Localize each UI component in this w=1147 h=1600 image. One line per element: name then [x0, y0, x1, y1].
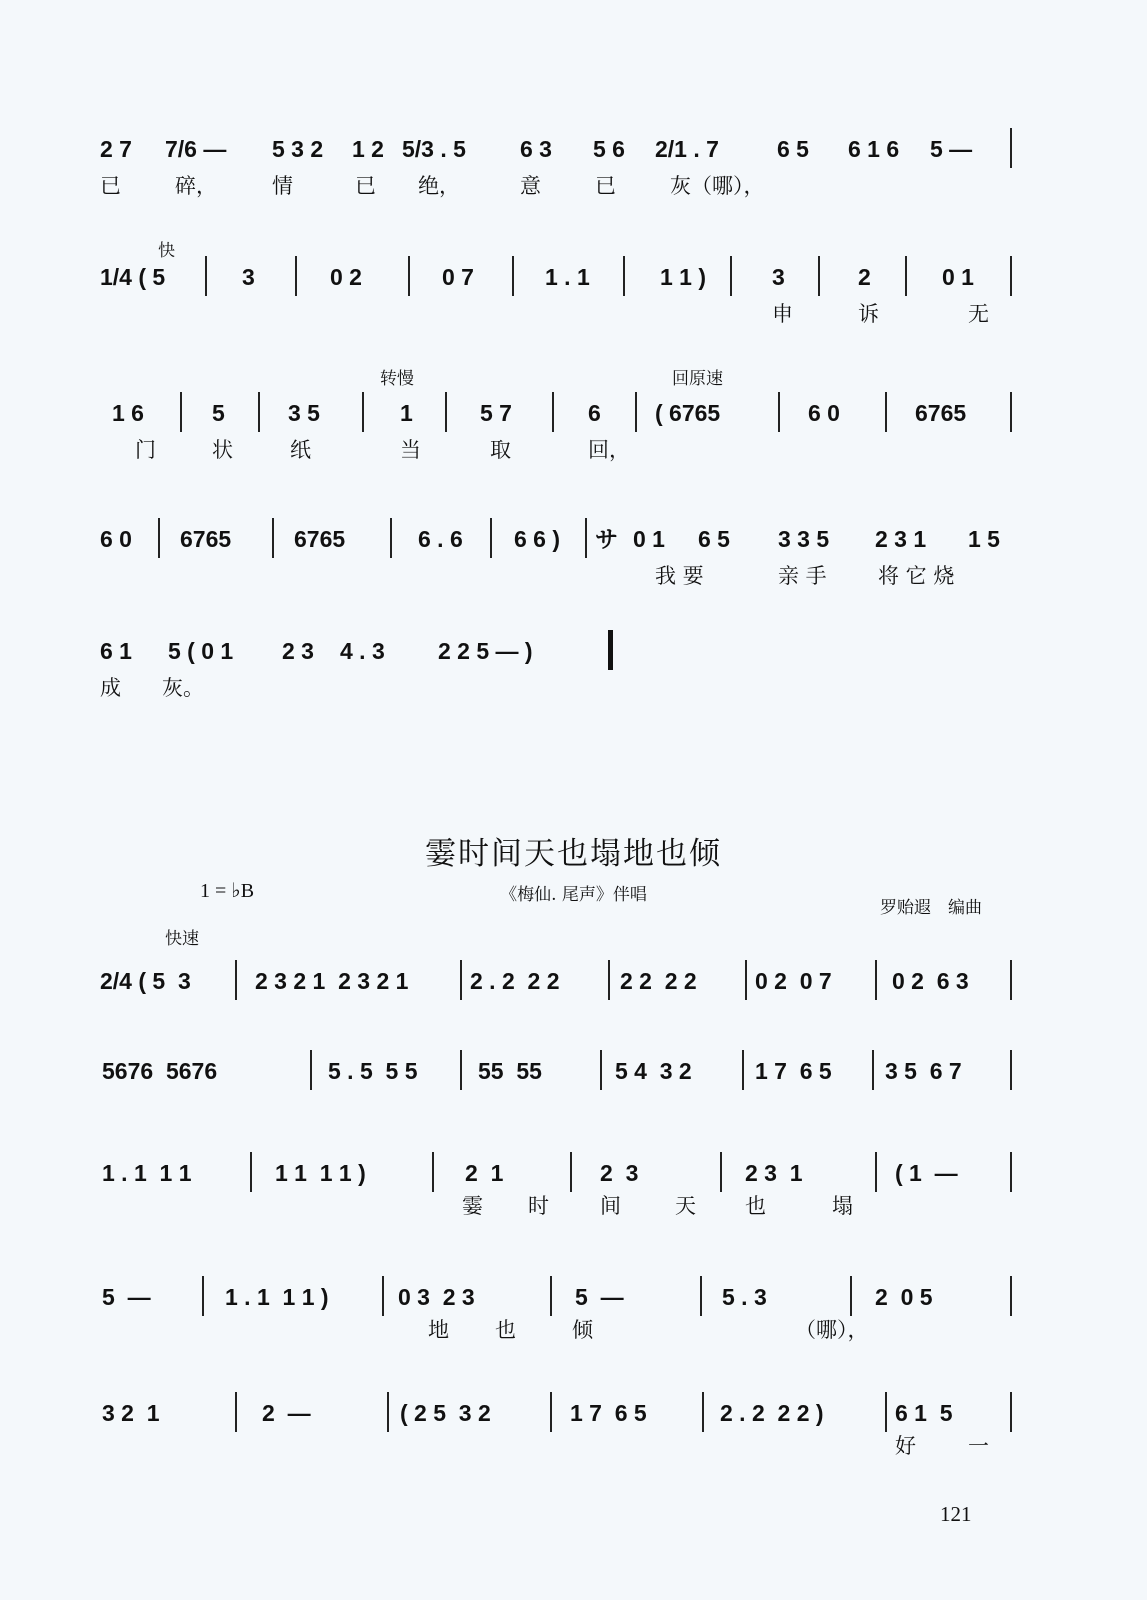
barline [408, 256, 410, 296]
note-group: 0 7 [442, 264, 474, 290]
barline [1010, 960, 1012, 1000]
note-group: 6765 [294, 526, 346, 552]
lyric: 门 [135, 438, 156, 462]
note-group: 1 . 1 1 1 [102, 1160, 192, 1186]
note-group: 1 5 [968, 526, 1000, 552]
note-group: 1/4 ( 5 [100, 264, 166, 290]
barline [1010, 1152, 1012, 1192]
note-group: 5 4 3 2 [615, 1058, 692, 1084]
note-group: 0 2 6 3 [892, 968, 969, 994]
lyric: 灰。 [162, 676, 204, 700]
note-group: 55 55 [478, 1058, 542, 1084]
note-group: 6 5 [777, 136, 809, 162]
lyric: 亲 手 [778, 564, 827, 588]
lyric: 地 [428, 1318, 449, 1342]
barline [850, 1276, 852, 1316]
note-group: 2 . 2 2 2 [470, 968, 560, 994]
lyric: （哪）， [795, 1318, 869, 1342]
lyric: 取 [490, 438, 511, 462]
barline [875, 1152, 877, 1192]
notes-row [100, 128, 1020, 172]
lyric: 状 [212, 438, 233, 462]
note-group: 1 2 [352, 136, 384, 162]
note-group: 3 [772, 264, 785, 290]
note-group: 6 0 [808, 400, 840, 426]
note-group: 6 5 [698, 526, 730, 552]
barline [700, 1276, 702, 1316]
barline [432, 1152, 434, 1192]
lyrics-row [100, 300, 1020, 330]
lyrics-row [100, 1192, 1020, 1222]
note-group: 5/3 . 5 [402, 136, 466, 162]
barline [550, 1276, 552, 1316]
lyric: 时 [528, 1194, 549, 1218]
note-group: 2 3 1 [745, 1160, 803, 1186]
lyric: 已 [595, 174, 616, 198]
barline [635, 392, 637, 432]
note-group: 1 7 6 5 [570, 1400, 647, 1426]
note-group: 2 3 [600, 1160, 639, 1186]
barline [205, 256, 207, 296]
notes-row [100, 1152, 1020, 1196]
lyric: 已 [355, 174, 376, 198]
note-group: 5 — [102, 1284, 151, 1310]
lyric: 情 [272, 174, 293, 198]
tempo-mark-slow: 转慢 [380, 369, 414, 389]
lyric: 绝， [418, 174, 460, 198]
barline [730, 256, 732, 296]
barline [608, 960, 610, 1000]
note-group: 5 7 [480, 400, 512, 426]
lyrics-row [100, 562, 1020, 592]
note-group: 2 2 2 2 [620, 968, 697, 994]
note-group: 2 2 5 — ) [438, 638, 533, 664]
barline [885, 392, 887, 432]
note-group: 5 . 5 5 5 [328, 1058, 418, 1084]
note-group: 2/1 . 7 [655, 136, 719, 162]
notes-row [100, 1392, 1020, 1436]
lyrics-row [100, 436, 1020, 466]
note-group: 5 6 [593, 136, 625, 162]
final-barline [608, 630, 613, 670]
note-group: 1 . 1 [545, 264, 590, 290]
note-group: ( 1 — [895, 1160, 958, 1186]
barline [1010, 1050, 1012, 1090]
note-group: 2 — [262, 1400, 311, 1426]
barline [1010, 392, 1012, 432]
lyric: 间 [600, 1194, 621, 1218]
composer-credit: 罗贻遐 编曲 [880, 898, 982, 918]
note-group: 5 . 3 [722, 1284, 767, 1310]
note-group: 4 . 3 [340, 638, 385, 664]
note-group: 2 1 [465, 1160, 504, 1186]
barline [158, 518, 160, 558]
note-group: 3 2 1 [102, 1400, 160, 1426]
lyric: 纸 [290, 438, 311, 462]
barline [570, 1152, 572, 1192]
note-group: 5676 5676 [102, 1058, 218, 1084]
note-group: 6 [588, 400, 601, 426]
note-group: 6 6 ) [514, 526, 561, 552]
note-group: 1 [400, 400, 413, 426]
lyric: 也 [745, 1194, 766, 1218]
note-group: 1 7 6 5 [755, 1058, 832, 1084]
barline [872, 1050, 874, 1090]
barline [180, 392, 182, 432]
barline [745, 960, 747, 1000]
lyric: 成 [100, 676, 121, 700]
barline [460, 1050, 462, 1090]
notes-row [100, 1276, 1020, 1320]
lyric: 好 [895, 1434, 916, 1458]
barline [387, 1392, 389, 1432]
lyric: 一 [968, 1434, 989, 1458]
note-group: 2 0 5 [875, 1284, 933, 1310]
lyric: 天 [675, 1194, 696, 1218]
notes-row [100, 1050, 1020, 1094]
lyric: 已 [100, 174, 121, 198]
barline [885, 1392, 887, 1432]
barline [778, 392, 780, 432]
note-group: 6765 [915, 400, 967, 426]
barline [702, 1392, 704, 1432]
notes-row [100, 256, 1020, 300]
lyric: 倾 [572, 1318, 593, 1342]
tempo-mark: 快 [158, 241, 175, 261]
barline [258, 392, 260, 432]
barline [512, 256, 514, 296]
key-signature: 1 = ♭B [200, 880, 255, 902]
page-number: 121 [940, 1502, 972, 1526]
lyric: 意 [520, 174, 541, 198]
barline [623, 256, 625, 296]
barline [1010, 1276, 1012, 1316]
note-group: 1 1 ) [660, 264, 707, 290]
tempo-marking: 快速 [165, 929, 199, 949]
barline [1010, 256, 1012, 296]
note-group: 2 [858, 264, 871, 290]
note-group: 0 1 [633, 526, 665, 552]
barline [310, 1050, 312, 1090]
barline [250, 1152, 252, 1192]
tempo-mark-resume: 回原速 [672, 369, 723, 389]
note-group: 0 2 0 7 [755, 968, 832, 994]
note-group: 2 3 [282, 638, 314, 664]
lyric: 无 [968, 302, 989, 326]
note-group: 2 7 [100, 136, 132, 162]
barline [202, 1276, 204, 1316]
barline [445, 392, 447, 432]
note-group: 3 5 6 7 [885, 1058, 962, 1084]
barline [875, 960, 877, 1000]
note-group: 5 3 2 [272, 136, 324, 162]
note-group: 5 ( 0 1 [168, 638, 234, 664]
barline [390, 518, 392, 558]
lyric: 诉 [858, 302, 879, 326]
lyrics-row [100, 1432, 1020, 1462]
note-group: ( 2 5 3 2 [400, 1400, 491, 1426]
barline [600, 1050, 602, 1090]
note-group: 5 — [575, 1284, 624, 1310]
note-group: 3 [242, 264, 255, 290]
lyrics-row [100, 172, 1020, 202]
note-group: 3 5 [288, 400, 320, 426]
lyric: 将 它 烧 [878, 564, 955, 588]
lyrics-row [100, 674, 1020, 704]
lyric: 也 [495, 1318, 516, 1342]
lyric: 塌 [832, 1194, 853, 1218]
note-group: 5 [212, 400, 225, 426]
note-group: ( 6765 [655, 400, 721, 426]
lyrics-row [100, 1316, 1020, 1346]
note-group: 1 1 1 1 ) [275, 1160, 366, 1186]
note-group: 0 3 2 3 [398, 1284, 475, 1310]
note-group: 6 3 [520, 136, 552, 162]
barline [818, 256, 820, 296]
barline [460, 960, 462, 1000]
note-group: 2/4 ( 5 3 [100, 968, 191, 994]
note-group: 6 1 5 [895, 1400, 953, 1426]
note-group: 7/6 — [165, 136, 227, 162]
barline [720, 1152, 722, 1192]
note-group: 3 3 5 [778, 526, 830, 552]
note-group: 0 1 [942, 264, 974, 290]
note-group: 2 . 2 2 2 ) [720, 1400, 824, 1426]
notes-row [100, 630, 1020, 674]
barline [272, 518, 274, 558]
barline [905, 256, 907, 296]
song-subtitle: 《梅仙. 尾声》伴唱 [500, 885, 647, 905]
lyric: 碎， [175, 174, 217, 198]
lyric: 灰（哪）， [670, 174, 765, 198]
lyric: 当 [400, 438, 421, 462]
barline [382, 1276, 384, 1316]
barline [552, 392, 554, 432]
lyric: 回， [588, 438, 630, 462]
song-title: 霎时间天也塌地也倾 [425, 836, 722, 872]
barline [362, 392, 364, 432]
barline [235, 1392, 237, 1432]
note-group: 2 3 1 [875, 526, 927, 552]
lyric: 申 [772, 302, 793, 326]
barline [235, 960, 237, 1000]
note-group: 6 0 [100, 526, 132, 552]
lyric: 我 要 [655, 564, 704, 588]
barline [1010, 1392, 1012, 1432]
barline [1010, 128, 1012, 168]
barline [742, 1050, 744, 1090]
note-group: 5 — [930, 136, 973, 162]
note-group: 1 6 [112, 400, 144, 426]
barline [550, 1392, 552, 1432]
lyric: 霎 [462, 1194, 483, 1218]
note-group: 1 . 1 1 1 ) [225, 1284, 329, 1310]
barline [295, 256, 297, 296]
barline [490, 518, 492, 558]
notes-row [100, 960, 1020, 1004]
note-group: 6 . 6 [418, 526, 463, 552]
note-group: 6765 [180, 526, 232, 552]
notes-row [100, 518, 1020, 562]
note-group: 0 2 [330, 264, 362, 290]
barline [585, 518, 587, 558]
note-group: 6 1 [100, 638, 132, 664]
note-group: 2 3 2 1 2 3 2 1 [255, 968, 409, 994]
note-group: 6 1 6 [848, 136, 900, 162]
notes-row [100, 392, 1020, 436]
note-group: サ [595, 526, 618, 552]
